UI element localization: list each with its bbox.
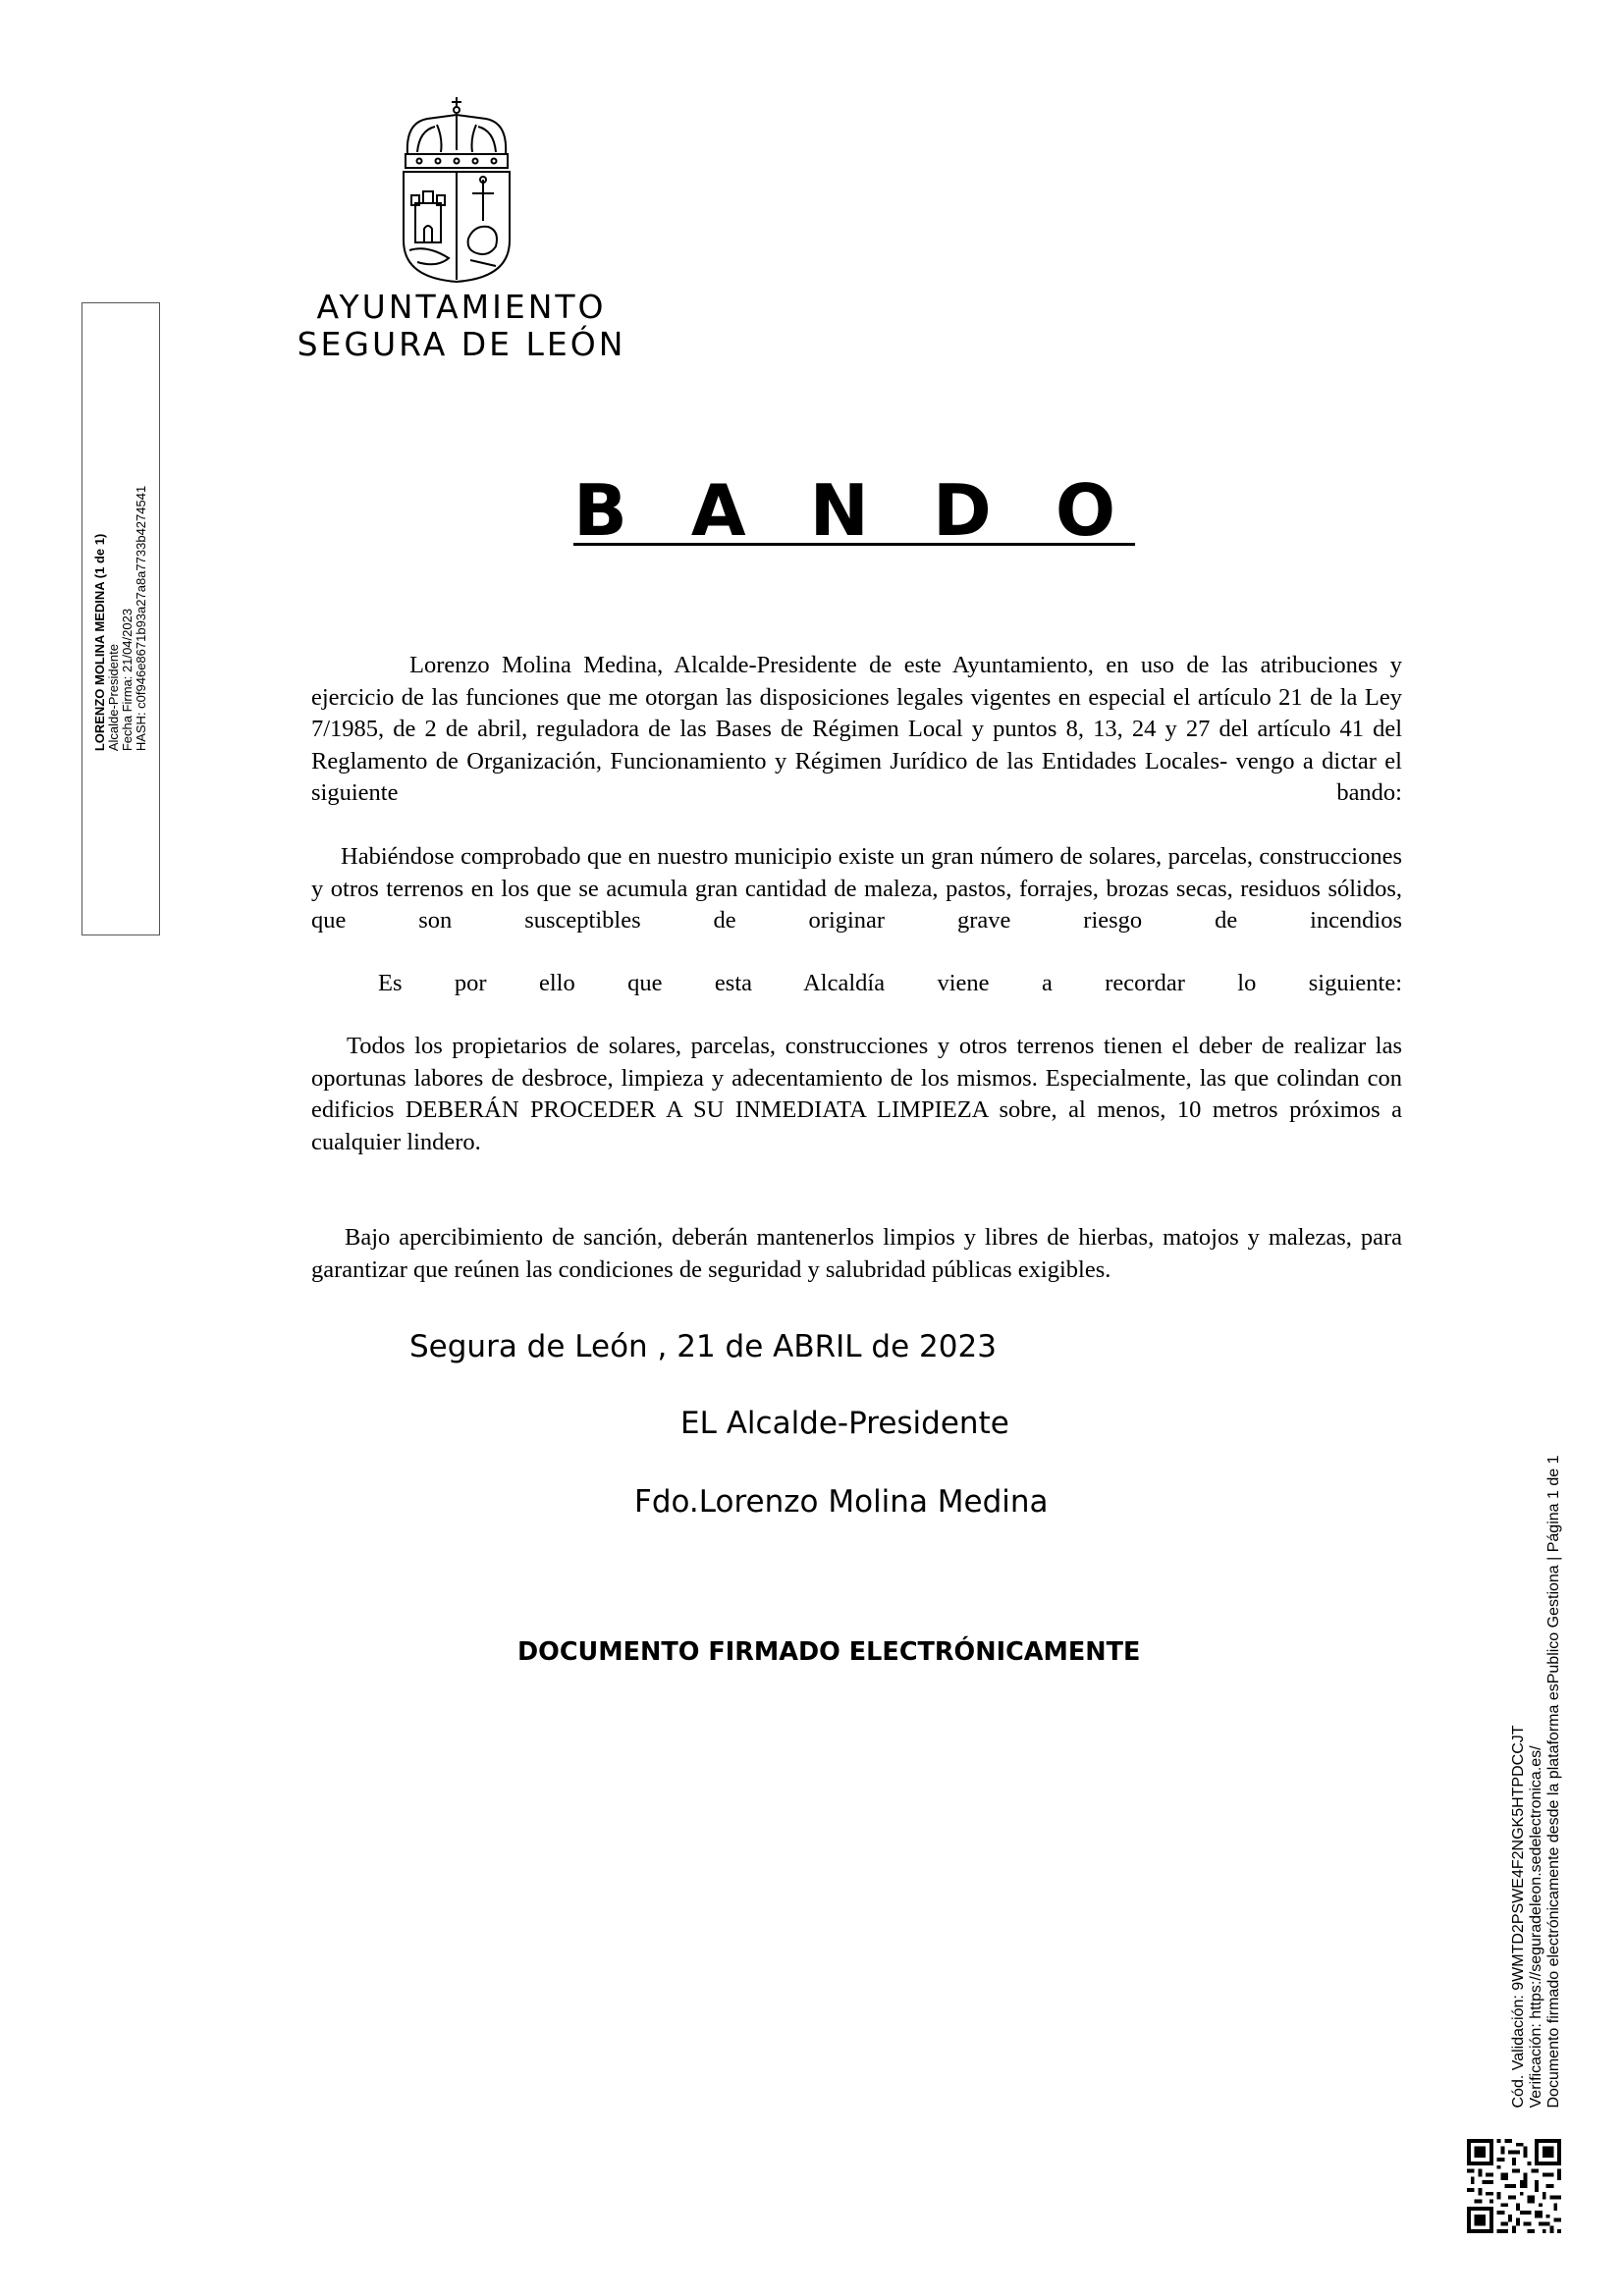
place-and-date: Segura de León , 21 de ABRIL de 2023 (409, 1329, 997, 1364)
verification-url[interactable]: Verificación: https://seguradeleon.sedelectronica.es/ (1528, 1745, 1544, 2109)
coat-of-arms-logo (398, 93, 515, 285)
document-title: B A N D O (572, 469, 1136, 552)
paragraph-intro: Lorenzo Molina Medina, Alcalde-Presidente de este Ayuntamiento, en uso de las atribuciones y ejercicio de las funciones que me otorgan las disposiciones legales vigentes en especial el artículo 21 de la Ley 7/1985, de 2 de abril, reguladora de las Bases de Régimen Local y puntos 8, 13, 24 y 27 del artículo 41 del Reglamento de Organización, Funcionamiento y Régimen Jurídico de las Entidades Locales- vengo a dictar el siguiente bando: (311, 652, 1402, 806)
signed-by: Fdo.Lorenzo Molina Medina (634, 1484, 1049, 1520)
validation-code: Cód. Validación: 9WMTD2PSWE4F2NGK5HTPDCCJT (1510, 1725, 1527, 2109)
paragraph-sanction: Bajo apercibimiento de sanción, deberán mantenerlos limpios y libres de hierbas, matojos y malezas, para garantizar que reúnen las condiciones de seguridad y salubridad públicas exigibles. (311, 1224, 1402, 1283)
town-hall-name: AYUNTAMIENTO (316, 288, 607, 326)
paragraph-obligation: Todos los propietarios de solares, parcelas, construcciones y otros terrenos tienen el deber de realizar las oportunas labores de desbroce, limpieza y adecentamiento de los mismos. Especialmente, las que colindan con edificios DEBERÁN PROCEDER A SU INMEDIATA LIMPIEZA sobre, al menos, 10 metros próximos a cualquier lindero. (311, 1033, 1402, 1155)
signer-title: EL Alcalde-Presidente (680, 1406, 1009, 1441)
signature-date: Fecha Firma: 21/04/2023 (120, 608, 135, 752)
qr-code-icon (1467, 2139, 1561, 2233)
platform-notice: Documento firmado electrónicamente desde la plataforma esPublico Gestiona | Página 1 de 1 (1545, 1455, 1562, 2109)
municipality-name: SEGURA DE LEÓN (297, 325, 626, 363)
electronic-signature-notice: DOCUMENTO FIRMADO ELECTRÓNICAMENTE (517, 1637, 1141, 1667)
signer-name: LORENZO MOLINA MEDINA (1 de 1) (92, 533, 107, 752)
paragraph-reminder: Es por ello que esta Alcaldía viene a recordar lo siguiente: (378, 970, 1402, 996)
signature-hash: HASH: c0f946e8671b93a27a8a7733b4274541 (134, 485, 148, 752)
signer-role: Alcalde-Presidente (106, 644, 121, 752)
paragraph-finding: Habiéndose comprobado que en nuestro municipio existe un gran número de solares, parcelas, construcciones y otros terrenos en los que se acumula gran cantidad de maleza, pastos, forrajes, brozas secas, residuos sólidos, que son susceptibles de originar grave riesgo de incendios (311, 843, 1402, 934)
